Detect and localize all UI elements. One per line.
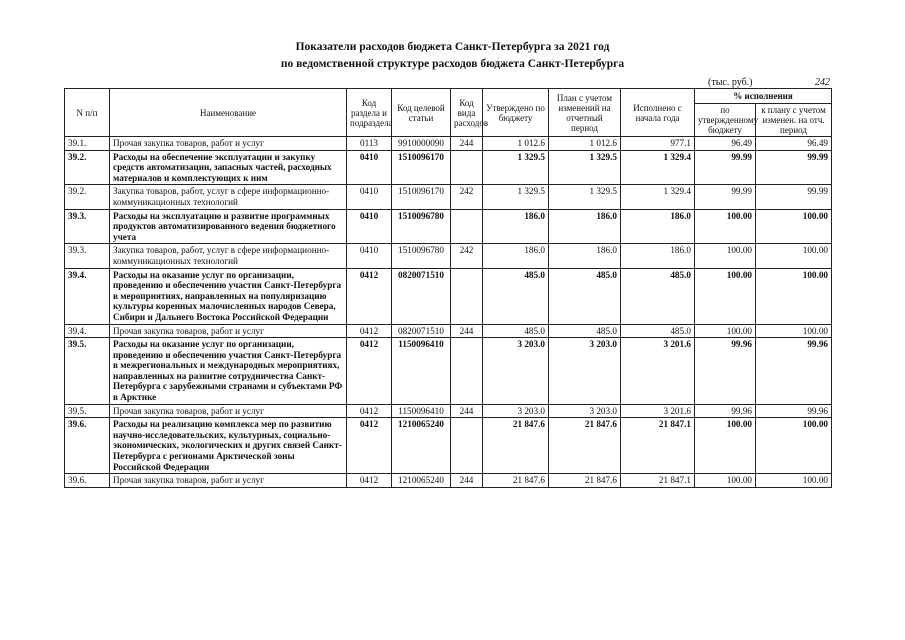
row-plan: 21 847.6 bbox=[549, 474, 621, 488]
row-vid-code: 244 bbox=[451, 404, 483, 418]
row-executed: 186.0 bbox=[621, 209, 695, 244]
row-approved: 1 329.5 bbox=[483, 150, 549, 185]
row-number: 39.2. bbox=[65, 150, 110, 185]
row-name: Закупка товаров, работ, услуг в сфере информационно-коммуникационных технологий bbox=[110, 244, 347, 268]
row-executed: 186.0 bbox=[621, 244, 695, 268]
row-name: Расходы на обеспечение эксплуатации и закупку средств автоматизации, запасных частей, расходных материалов и комплектующих к ним bbox=[110, 150, 347, 185]
row-pct-plan: 100.00 bbox=[756, 268, 832, 324]
row-vid-code bbox=[451, 150, 483, 185]
row-name: Расходы на оказание услуг по организации, проведению и обеспечению участия Санкт-Петербурга в мероприятиях, направленных на популяризацию культуры коренных малочисленных народов Севера, Сибири и Дальнего Востока Российской Федерации bbox=[110, 268, 347, 324]
row-pct-approved: 100.00 bbox=[695, 418, 756, 474]
row-name: Расходы на реализацию комплекса мер по развитию научно-исследовательских, культурных, социально-экономических, экологических и других связей Санкт-Петербурга с регионами Арктической зоны Российской Федерации bbox=[110, 418, 347, 474]
table-row bbox=[65, 338, 832, 405]
row-number: 39.1. bbox=[65, 137, 110, 151]
row-number: 39.6. bbox=[65, 474, 110, 488]
row-vid-code: 244 bbox=[451, 324, 483, 338]
row-pct-plan: 100.00 bbox=[756, 209, 832, 244]
row-plan: 3 203.0 bbox=[549, 338, 621, 405]
row-pct-approved: 100.00 bbox=[695, 474, 756, 488]
row-razdel-code: 0412 bbox=[347, 324, 392, 338]
row-pct-plan: 100.00 bbox=[756, 244, 832, 268]
row-executed: 485.0 bbox=[621, 324, 695, 338]
row-name: Прочая закупка товаров, работ и услуг bbox=[110, 404, 347, 418]
row-plan: 485.0 bbox=[549, 324, 621, 338]
row-name: Прочая закупка товаров, работ и услуг bbox=[110, 474, 347, 488]
row-approved: 1 329.5 bbox=[483, 185, 549, 209]
row-plan: 186.0 bbox=[549, 244, 621, 268]
row-pct-approved: 100.00 bbox=[695, 268, 756, 324]
row-number: 39.5. bbox=[65, 338, 110, 405]
col-header-executed: Исполнено с начала года bbox=[621, 89, 695, 137]
row-pct-plan: 99.99 bbox=[756, 185, 832, 209]
row-razdel-code: 0113 bbox=[347, 137, 392, 151]
table-row bbox=[65, 268, 832, 324]
row-name: Расходы на оказание услуг по организации, проведению и обеспечению участия Санкт-Петербурга в межрегиональных и международных мероприятиях, направленных на развитие сотрудничества Санкт-Петербурга с зарубежными странами и субъектами РФ в Арктике bbox=[110, 338, 347, 405]
col-header-pct-approved: по утвержденному бюджету bbox=[695, 104, 756, 137]
row-executed: 977.1 bbox=[621, 137, 695, 151]
table-row bbox=[65, 209, 832, 244]
row-pct-approved: 99.99 bbox=[695, 150, 756, 185]
col-header-vid: Код вида расходов bbox=[451, 89, 483, 137]
table-row bbox=[65, 244, 832, 268]
table-row bbox=[65, 137, 832, 151]
row-executed: 485.0 bbox=[621, 268, 695, 324]
row-statya-code: 1510096780 bbox=[392, 244, 451, 268]
row-statya-code: 1510096170 bbox=[392, 185, 451, 209]
row-executed: 21 847.1 bbox=[621, 474, 695, 488]
col-header-name: Наименование bbox=[110, 89, 347, 137]
row-razdel-code: 0412 bbox=[347, 338, 392, 405]
row-approved: 21 847.6 bbox=[483, 474, 549, 488]
report-title-line2: по ведомственной структуре расходов бюджета Санкт-Петербурга bbox=[280, 58, 625, 70]
row-name: Закупка товаров, работ, услуг в сфере информационно-коммуникационных технологий bbox=[110, 185, 347, 209]
row-pct-approved: 99.99 bbox=[695, 185, 756, 209]
col-header-pct-group: % исполнения bbox=[695, 89, 832, 104]
row-pct-plan: 99.96 bbox=[756, 338, 832, 405]
row-pct-plan: 100.00 bbox=[756, 324, 832, 338]
row-statya-code: 1510096780 bbox=[392, 209, 451, 244]
col-header-approved: Утверждено по бюджету bbox=[483, 89, 549, 137]
row-approved: 485.0 bbox=[483, 324, 549, 338]
row-plan: 1 329.5 bbox=[549, 150, 621, 185]
row-statya-code: 0820071510 bbox=[392, 324, 451, 338]
table-row bbox=[65, 324, 832, 338]
row-pct-plan: 96.49 bbox=[756, 137, 832, 151]
row-number: 39.4. bbox=[65, 324, 110, 338]
row-number: 39.5. bbox=[65, 404, 110, 418]
row-razdel-code: 0412 bbox=[347, 268, 392, 324]
row-executed: 3 201.6 bbox=[621, 404, 695, 418]
row-pct-approved: 99.96 bbox=[695, 404, 756, 418]
table-row bbox=[65, 150, 832, 185]
row-pct-plan: 99.99 bbox=[756, 150, 832, 185]
col-header-num: N п/п bbox=[65, 89, 110, 137]
expenditure-table bbox=[64, 88, 832, 488]
report-title-line1: Показатели расходов бюджета Санкт-Петербурга за 2021 год bbox=[295, 41, 610, 53]
page-number: 242 bbox=[815, 77, 830, 88]
row-razdel-code: 0410 bbox=[347, 150, 392, 185]
row-vid-code: 242 bbox=[451, 185, 483, 209]
row-razdel-code: 0410 bbox=[347, 209, 392, 244]
row-number: 39.2. bbox=[65, 185, 110, 209]
row-plan: 1 012.6 bbox=[549, 137, 621, 151]
row-razdel-code: 0410 bbox=[347, 244, 392, 268]
row-vid-code bbox=[451, 338, 483, 405]
row-approved: 186.0 bbox=[483, 244, 549, 268]
row-vid-code: 242 bbox=[451, 244, 483, 268]
row-approved: 485.0 bbox=[483, 268, 549, 324]
table-row bbox=[65, 404, 832, 418]
row-plan: 186.0 bbox=[549, 209, 621, 244]
col-header-statya: Код целевой статьи bbox=[392, 89, 451, 137]
row-statya-code: 1210065240 bbox=[392, 418, 451, 474]
row-pct-approved: 100.00 bbox=[695, 209, 756, 244]
row-vid-code bbox=[451, 268, 483, 324]
row-pct-approved: 100.00 bbox=[695, 244, 756, 268]
row-statya-code: 9910000090 bbox=[392, 137, 451, 151]
row-approved: 3 203.0 bbox=[483, 338, 549, 405]
row-razdel-code: 0412 bbox=[347, 474, 392, 488]
units-label: (тыс. руб.) bbox=[708, 77, 753, 88]
row-pct-plan: 100.00 bbox=[756, 418, 832, 474]
row-executed: 21 847.1 bbox=[621, 418, 695, 474]
col-header-plan: План с учетом изменений на отчетный период bbox=[549, 89, 621, 137]
row-pct-plan: 99.96 bbox=[756, 404, 832, 418]
row-pct-plan: 100.00 bbox=[756, 474, 832, 488]
row-statya-code: 1210065240 bbox=[392, 474, 451, 488]
row-executed: 3 201.6 bbox=[621, 338, 695, 405]
row-vid-code: 244 bbox=[451, 474, 483, 488]
row-plan: 1 329.5 bbox=[549, 185, 621, 209]
row-pct-approved: 96.49 bbox=[695, 137, 756, 151]
row-approved: 3 203.0 bbox=[483, 404, 549, 418]
table-row bbox=[65, 418, 832, 474]
row-number: 39.3. bbox=[65, 209, 110, 244]
row-razdel-code: 0412 bbox=[347, 404, 392, 418]
col-header-pct-plan: к плану с учетом изменен. на отч. период bbox=[756, 104, 832, 137]
row-plan: 3 203.0 bbox=[549, 404, 621, 418]
table-row bbox=[65, 185, 832, 209]
row-approved: 186.0 bbox=[483, 209, 549, 244]
row-name: Прочая закупка товаров, работ и услуг bbox=[110, 324, 347, 338]
row-pct-approved: 99.96 bbox=[695, 338, 756, 405]
row-number: 39.3. bbox=[65, 244, 110, 268]
row-number: 39.6. bbox=[65, 418, 110, 474]
row-razdel-code: 0410 bbox=[347, 185, 392, 209]
row-executed: 1 329.4 bbox=[621, 185, 695, 209]
row-plan: 21 847.6 bbox=[549, 418, 621, 474]
row-name: Расходы на эксплуатацию и развитие программных продуктов автоматизированного ведения бюджетного учета bbox=[110, 209, 347, 244]
row-approved: 21 847.6 bbox=[483, 418, 549, 474]
row-statya-code: 0820071510 bbox=[392, 268, 451, 324]
row-statya-code: 1150096410 bbox=[392, 404, 451, 418]
row-pct-approved: 100.00 bbox=[695, 324, 756, 338]
row-approved: 1 012.6 bbox=[483, 137, 549, 151]
row-executed: 1 329.4 bbox=[621, 150, 695, 185]
col-header-razdel: Код раздела и подраздела bbox=[347, 89, 392, 137]
row-number: 39.4. bbox=[65, 268, 110, 324]
row-vid-code bbox=[451, 418, 483, 474]
row-razdel-code: 0412 bbox=[347, 418, 392, 474]
row-vid-code bbox=[451, 209, 483, 244]
row-name: Прочая закупка товаров, работ и услуг bbox=[110, 137, 347, 151]
row-plan: 485.0 bbox=[549, 268, 621, 324]
row-statya-code: 1510096170 bbox=[392, 150, 451, 185]
table-row bbox=[65, 474, 832, 488]
row-vid-code: 244 bbox=[451, 137, 483, 151]
row-statya-code: 1150096410 bbox=[392, 338, 451, 405]
